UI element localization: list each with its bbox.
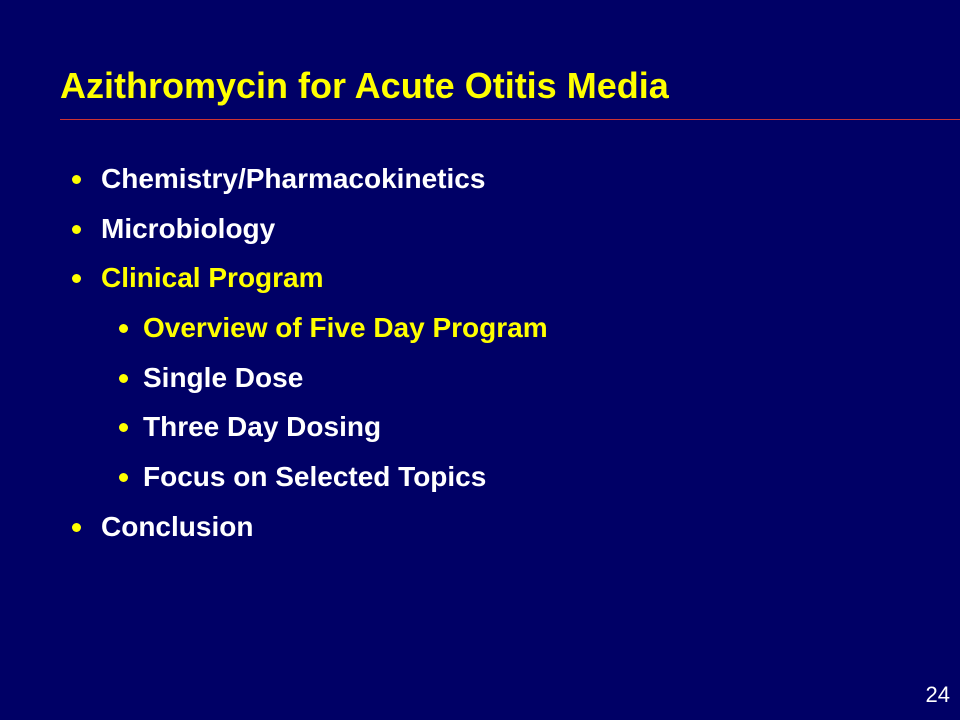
bullet-item	[72, 258, 324, 298]
bullet-dot-icon	[72, 175, 81, 184]
bullet-dot-icon	[119, 324, 128, 333]
bullet-dot-icon	[72, 274, 81, 283]
bullet-text: Three Day Dosing	[143, 411, 382, 442]
bullet-item	[72, 209, 275, 249]
bullet-dot-icon	[119, 374, 128, 383]
bullet-dot-icon	[72, 225, 81, 234]
sub-bullet-item	[119, 457, 486, 497]
bullet-text: Chemistry/Pharmacokinetics	[101, 163, 486, 194]
bullet-item	[72, 159, 485, 199]
sub-bullet-item	[119, 358, 303, 398]
bullet-item	[72, 507, 253, 547]
bullet-text: Overview of Five Day Program	[143, 312, 548, 343]
bullet-dot-icon	[72, 523, 81, 532]
sub-bullet-item	[119, 407, 381, 447]
bullet-dot-icon	[119, 423, 128, 432]
bullet-text: Clinical Program	[101, 262, 324, 293]
bullet-dot-icon	[119, 473, 128, 482]
slide-title: Azithromycin for Acute Otitis Media	[60, 65, 669, 106]
sub-bullet-item	[119, 308, 548, 348]
bullet-text: Microbiology	[101, 213, 276, 244]
bullet-text: Single Dose	[143, 362, 304, 393]
page-number: 24	[925, 682, 950, 707]
bullet-text: Focus on Selected Topics	[143, 461, 487, 492]
bullet-text: Conclusion	[101, 511, 254, 542]
